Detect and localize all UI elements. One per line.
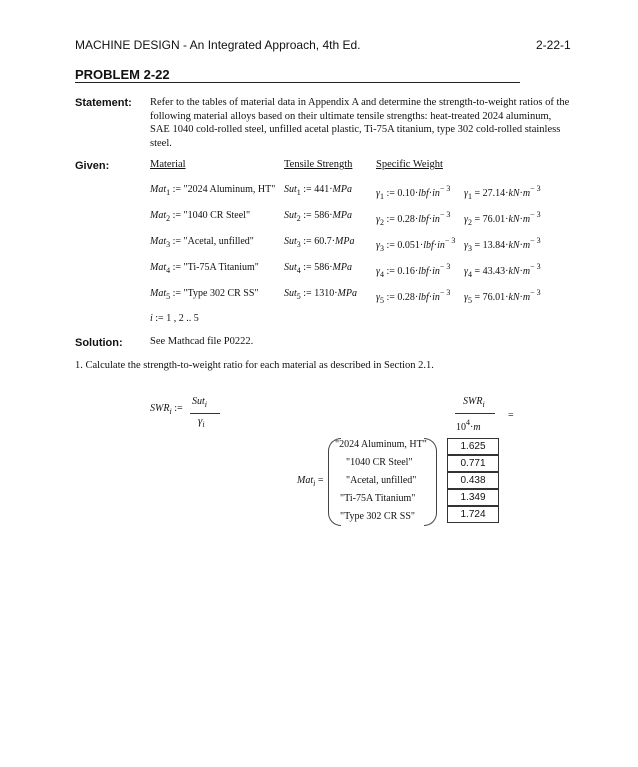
title-underline	[75, 82, 520, 83]
given-row-mat: Mat$_1$ := "2024 Aluminum, HT"	[150, 184, 276, 197]
page-number: 2-22-1	[536, 38, 571, 52]
given-row-gamma: $\gamma_1$ := $0.10\cdot lbf\cdot in^{- 3}$	[376, 184, 451, 201]
given-row-mat: Mat$_3$ := "Acetal, unfilled"	[150, 236, 254, 249]
mat-vector-item: "1040 CR Steel"	[346, 457, 413, 468]
given-row-gamma-si: $\gamma_5 = 76.01\cdot kN\cdot m^{- 3}$	[464, 288, 541, 305]
swr-value-box: 1.724	[447, 506, 499, 523]
swr-value-box: 0.438	[447, 472, 499, 489]
given-row-sut: Sut$_5$ := 1310·MPa	[284, 288, 357, 301]
swr-result-equals: =	[508, 410, 514, 421]
given-row-sut: Sut$_1$ := 441·MPa	[284, 184, 352, 197]
given-row-gamma-si: $\gamma_2 = 76.01\cdot kN\cdot m^{- 3}$	[464, 210, 541, 227]
solution-text: See Mathcad file P0222.	[150, 336, 254, 347]
given-row-gamma-si: $\gamma_3 = 13.84\cdot kN\cdot m^{- 3}$	[464, 236, 541, 253]
swr-value-box: 1.625	[447, 438, 499, 455]
given-row-sut: Sut$_4$ := 586·MPa	[284, 262, 352, 275]
given-row-mat: Mat$_4$ := "Ti-75A Titanium"	[150, 262, 259, 275]
swr-result-numerator: $SWR_i$	[463, 396, 485, 409]
mat-vector-item: "Acetal, unfilled"	[346, 475, 417, 486]
given-row-gamma: $\gamma_3$ := $0.051\cdot lbf\cdot in^{- 3}$	[376, 236, 456, 253]
mat-vector-item: "2024 Aluminum, HT"	[335, 439, 427, 450]
swr-numerator: Sut$_i$	[192, 396, 208, 409]
swr-result-denominator: $10^4\cdot m$	[456, 418, 481, 433]
given-row-gamma-si: $\gamma_1 = 27.14\cdot kN\cdot m^{- 3}$	[464, 184, 541, 201]
given-row-gamma: $\gamma_4$ := $0.16\cdot lbf\cdot in^{- 3}$	[376, 262, 451, 279]
right-paren	[424, 438, 437, 526]
given-row-sut: Sut$_3$ := 60.7·MPa	[284, 236, 355, 249]
given-label: Given:	[75, 160, 110, 172]
given-row-gamma: $\gamma_2$ := $0.28\cdot lbf\cdot in^{- 3}$	[376, 210, 451, 227]
swr-denominator: $\gamma_i$	[198, 415, 205, 429]
swr-value-box: 0.771	[447, 455, 499, 472]
given-row-gamma: $\gamma_5$ := $0.28\cdot lbf\cdot in^{- 3}$	[376, 288, 451, 305]
step-1-text: 1. Calculate the strength-to-weight ratio for each material as described in Section 2.1.	[75, 360, 434, 371]
given-row-sut: Sut$_2$ := 586·MPa	[284, 210, 352, 223]
swr-definition-lhs: $SWR_i$ :=	[150, 403, 183, 416]
given-row-mat: Mat$_5$ := "Type 302 CR SS"	[150, 288, 259, 301]
header-title: MACHINE DESIGN - An Integrated Approach, 4th Ed.	[75, 38, 361, 52]
mat-vector-item: "Type 302 CR SS"	[340, 511, 415, 522]
given-row-mat: Mat$_2$ := "1040 CR Steel"	[150, 210, 251, 223]
col-tensile-header: Tensile Strength	[284, 159, 353, 170]
swr-value-box: 1.349	[447, 489, 499, 506]
solution-label: Solution:	[75, 337, 123, 349]
given-row-gamma-si: $\gamma_4 = 43.43\cdot kN\cdot m^{- 3}$	[464, 262, 541, 279]
mat-vector-item: "Ti-75A Titanium"	[340, 493, 416, 504]
problem-title: PROBLEM 2-22	[75, 67, 170, 82]
mat-vector-label: Mat$_i$ =	[297, 475, 324, 488]
range-variable: i := 1 , 2 .. 5	[150, 313, 199, 324]
statement-text: Refer to the tables of material data in Appendix A and determine the strength-to-weight ratios of the following material alloys based on their ultimate tensile strengths: heat-treated 2024 aluminum, SAE 1040 cold-rolled steel, unfilled acetal plastic, Ti-75A titanium, type 302 cold-rolled stainless steel.	[150, 97, 570, 149]
swr-result-fraction-line	[455, 413, 495, 414]
col-specific-header: Specific Weight	[376, 159, 443, 170]
col-material-header: Material	[150, 159, 186, 170]
statement-label: Statement:	[75, 97, 132, 109]
swr-fraction-line	[190, 413, 220, 414]
